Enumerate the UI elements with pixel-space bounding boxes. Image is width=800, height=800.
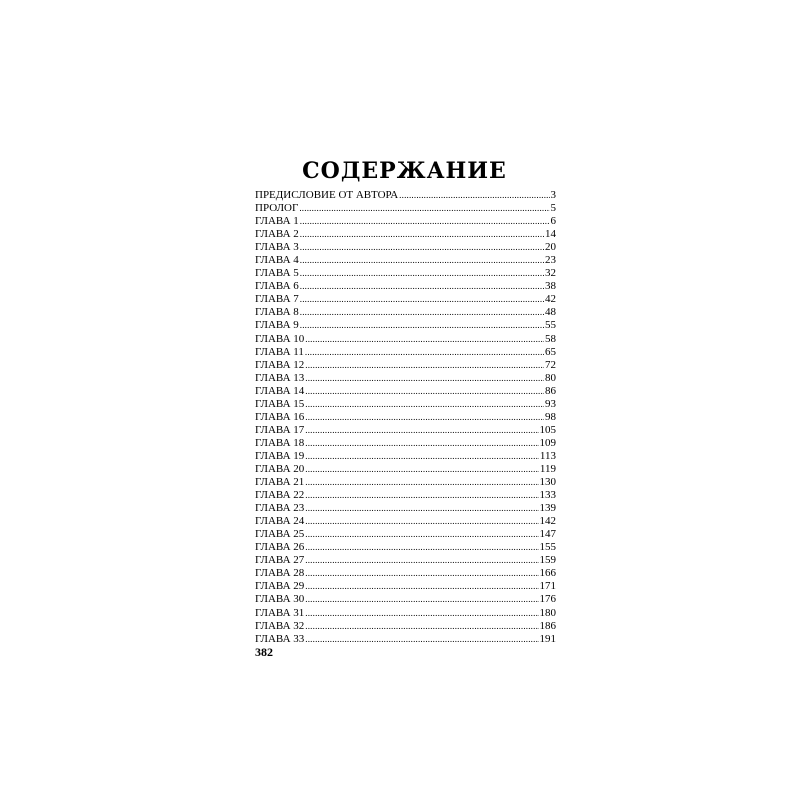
toc-entry: [255, 241, 556, 254]
toc-entry-page: 119: [539, 462, 556, 475]
toc-entry: [255, 267, 556, 280]
toc-entry-page: 86: [545, 384, 556, 397]
toc-entry-label: ГЛАВА 22: [255, 489, 305, 502]
toc-entry: [255, 607, 556, 620]
toc-entry-page: 155: [539, 541, 556, 554]
toc-leader-dots: [305, 463, 539, 476]
toc-entry-page: 48: [545, 306, 556, 319]
toc-entry-page: 133: [539, 489, 556, 502]
page-title: СОДЕРЖАНИЕ: [302, 158, 507, 184]
toc-entry-label: ГЛАВА 25: [255, 528, 305, 541]
toc-entry-label: ГЛАВА 19: [255, 449, 305, 462]
toc-leader-dots: [305, 424, 538, 437]
toc-entry-page: 72: [545, 358, 556, 371]
toc-leader-dots: [305, 502, 538, 515]
toc-entry: [255, 398, 556, 411]
toc-entry-page: 23: [545, 254, 556, 267]
toc-leader-dots: [300, 306, 544, 319]
toc-entry: [255, 476, 556, 489]
toc-entry: [255, 346, 556, 359]
toc-entry-page: 191: [539, 632, 556, 645]
toc-entry-page: 65: [545, 345, 556, 358]
toc-entry-page: 38: [545, 280, 556, 293]
toc-entry-page: 55: [545, 319, 556, 332]
toc-entry: [255, 620, 556, 633]
toc-entry-page: 180: [539, 606, 556, 619]
toc-entry-label: ГЛАВА 9: [255, 319, 299, 332]
toc-entry-label: ГЛАВА 10: [255, 332, 305, 345]
toc-entry-label: ГЛАВА 28: [255, 567, 305, 580]
toc-entry-page: 14: [545, 228, 556, 241]
toc-entry-label: ГЛАВА 31: [255, 606, 305, 619]
toc-entry: [255, 228, 556, 241]
toc-entry: [255, 333, 556, 346]
toc-entry-label: ГЛАВА 16: [255, 410, 305, 423]
toc-entry: [255, 580, 556, 593]
toc-entry: [255, 489, 556, 502]
toc-leader-dots: [305, 554, 538, 567]
toc-entry-page: 130: [539, 476, 556, 489]
toc-entry-label: ГЛАВА 20: [255, 462, 305, 475]
toc-entry: [255, 593, 556, 606]
toc-leader-dots: [305, 580, 538, 593]
toc-entry: [255, 306, 556, 319]
toc-entry-label: ГЛАВА 6: [255, 280, 299, 293]
toc-entry: [255, 424, 556, 437]
toc-entry-label: ГЛАВА 24: [255, 515, 305, 528]
toc-entry: [255, 567, 556, 580]
toc-leader-dots: [300, 241, 544, 254]
toc-entry-label: ГЛАВА 7: [255, 293, 299, 306]
toc-entry-label: ГЛАВА 27: [255, 554, 305, 567]
toc-leader-dots: [305, 489, 538, 502]
toc-entry: [255, 372, 556, 385]
toc-entry-page: 159: [539, 554, 556, 567]
toc-entry: [255, 502, 556, 515]
toc-entry-page: 166: [539, 567, 556, 580]
toc-entry: [255, 633, 556, 646]
toc-entry-page: 142: [539, 515, 556, 528]
page-number: 382: [255, 645, 273, 659]
toc-entry-label: ПРЕДИСЛОВИЕ ОТ АВТОРА: [255, 189, 399, 201]
toc-entry-page: 32: [545, 267, 556, 280]
toc-entry: [255, 359, 556, 372]
toc-leader-dots: [305, 411, 544, 424]
toc-entry-label: ГЛАВА 18: [255, 436, 305, 449]
toc-entry-label: ГЛАВА 8: [255, 306, 299, 319]
toc-entry-page: 5: [550, 202, 556, 215]
toc-entry-page: 6: [550, 215, 556, 228]
toc-entry: [255, 293, 556, 306]
toc-entry-label: ГЛАВА 3: [255, 241, 299, 254]
toc-leader-dots: [305, 333, 544, 346]
table-of-contents: [255, 189, 556, 646]
toc-leader-dots: [305, 620, 538, 633]
toc-entry-label: ГЛАВА 1: [255, 215, 299, 228]
toc-leader-dots: [305, 528, 538, 541]
toc-leader-dots: [305, 359, 544, 372]
toc-entry-page: 147: [539, 528, 556, 541]
toc-entry-label: ГЛАВА 5: [255, 267, 299, 280]
toc-entry-label: ГЛАВА 17: [255, 423, 305, 436]
toc-entry: [255, 215, 556, 228]
toc-entry-label: ГЛАВА 2: [255, 228, 299, 241]
toc-entry-page: 42: [545, 293, 556, 306]
toc-entry: [255, 280, 556, 293]
toc-entry-page: 93: [545, 397, 556, 410]
toc-leader-dots: [305, 476, 538, 489]
toc-leader-dots: [299, 202, 549, 215]
toc-leader-dots: [300, 267, 544, 280]
toc-entry: [255, 554, 556, 567]
toc-leader-dots: [305, 515, 538, 528]
toc-entry-label: ГЛАВА 33: [255, 632, 305, 645]
toc-leader-dots: [300, 228, 544, 241]
toc-entry-label: ГЛАВА 32: [255, 619, 305, 632]
toc-leader-dots: [305, 437, 538, 450]
toc-entry-label: ГЛАВА 30: [255, 593, 305, 606]
toc-entry: [255, 385, 556, 398]
toc-entry-label: ГЛАВА 12: [255, 358, 305, 371]
toc-entry-label: ГЛАВА 29: [255, 580, 305, 593]
toc-leader-dots: [305, 567, 538, 580]
toc-leader-dots: [305, 593, 538, 606]
toc-entry-page: 105: [539, 423, 556, 436]
toc-entry: [255, 450, 556, 463]
toc-entry-label: ГЛАВА 14: [255, 384, 305, 397]
toc-entry: [255, 463, 556, 476]
toc-entry-page: 186: [539, 619, 556, 632]
toc-leader-dots: [300, 280, 544, 293]
toc-entry-page: 139: [539, 502, 556, 515]
toc-leader-dots: [399, 189, 549, 202]
toc-entry: [255, 202, 556, 215]
toc-entry-page: 176: [539, 593, 556, 606]
toc-leader-dots: [305, 541, 538, 554]
toc-entry-label: ГЛАВА 13: [255, 371, 305, 384]
toc-leader-dots: [305, 398, 544, 411]
toc-entry-label: ГЛАВА 26: [255, 541, 305, 554]
toc-entry-label: ГЛАВА 21: [255, 476, 305, 489]
toc-leader-dots: [305, 385, 544, 398]
toc-entry: [255, 411, 556, 424]
toc-entry-page: 98: [545, 410, 556, 423]
toc-entry: [255, 437, 556, 450]
toc-leader-dots: [305, 346, 544, 359]
toc-entry-page: 20: [545, 241, 556, 254]
toc-entry: [255, 528, 556, 541]
toc-leader-dots: [305, 450, 539, 463]
toc-entry-page: 3: [550, 189, 556, 201]
toc-entry: [255, 254, 556, 267]
toc-leader-dots: [300, 319, 544, 332]
toc-leader-dots: [305, 607, 538, 620]
toc-entry-label: ГЛАВА 11: [255, 345, 304, 358]
toc-leader-dots: [300, 215, 550, 228]
toc-leader-dots: [305, 372, 544, 385]
toc-entry-label: ПРОЛОГ: [255, 202, 299, 215]
toc-entry-page: 113: [539, 449, 556, 462]
toc-leader-dots: [305, 633, 538, 646]
toc-entry-label: ГЛАВА 4: [255, 254, 299, 267]
toc-entry: [255, 319, 556, 332]
toc-entry: [255, 541, 556, 554]
toc-leader-dots: [300, 254, 544, 267]
toc-entry-label: ГЛАВА 23: [255, 502, 305, 515]
toc-entry-page: 109: [539, 436, 556, 449]
toc-leader-dots: [300, 293, 544, 306]
toc-entry: [255, 515, 556, 528]
toc-entry: [255, 189, 556, 202]
toc-entry-label: ГЛАВА 15: [255, 397, 305, 410]
toc-entry-page: 58: [545, 332, 556, 345]
toc-entry-page: 80: [545, 371, 556, 384]
toc-entry-page: 171: [539, 580, 556, 593]
